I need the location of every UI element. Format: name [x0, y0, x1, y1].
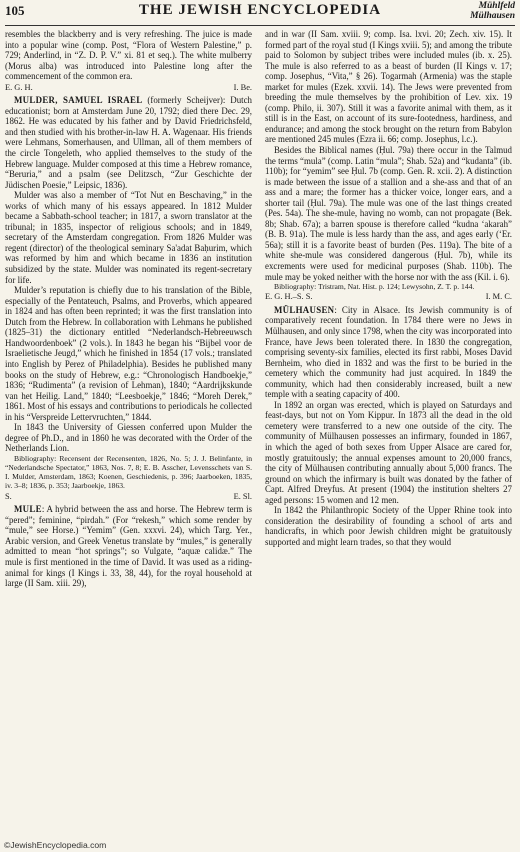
entry-mulder: [5, 95, 252, 190]
signature-author: I. Be.: [233, 82, 252, 92]
left-column: [5, 29, 252, 589]
page-header: [5, 0, 515, 26]
bibliography: Bibliography: Tristram, Nat. Hist. p. 124; Lewysohn, Z. T. p. 144.: [274, 282, 475, 292]
signature-line: [265, 292, 512, 303]
paragraph: Mulder’s reputation is chiefly due to his translation of the Bible, especially of the Pentateuch, Psalms, and Proverbs, which appeared in 1824 and has often been reprinted; it was the first translation into Dutch from the Hebrew. In collaboration with Lehmans he published (1825–31) the dictionary entitled “Nederlandsch-Hebreeuwsch Handwoordenboek” (2 vols.). In 1843 he began his “Bijbel voor de Israelietische Jeugd,” which he finished in 1854 (17 vols.; translated into English by Perez of Philadelphia). Besides he published many books on the study of Hebrew, e.g.: “Chronologisch Handboekje,” 1836; “Rudimenta” (a revision of Lehman), 1840; “Aardrijkskunde van het Heilig. Land,” 1840; “Leesboekje,” 1846; “Moreh Derek,” 1861. Most of his essays and contributions to periodicals he collected in his “Verspreide Lettervruchten,” 1844.: [5, 285, 252, 422]
signature-line: [5, 83, 252, 94]
signature-initials: E. G. H.: [5, 82, 33, 92]
running-head-last: Mülhausen: [470, 11, 515, 21]
page-number: 105: [5, 3, 25, 18]
signature-initials: E. G. H.–S. S.: [265, 292, 313, 302]
entry-headword: MULDER, SAMUEL ISRAEL: [14, 95, 143, 106]
paragraph: Mulder was also a member of “Tot Nut en Beschaving,” in the works of which many of his essays appeared. In 1812 Mulder became a Sabbath-school teacher; in 1817, a sworn translator at the tribunal; in 1835, inspector of religious schools; and in 1849, secretary of the Amsterdam congregation. From 1826 Mulder was regent (director) of the theological seminary Sa'adat Baḥurim, which was reformed by him and which became in 1836 an institution subsidized by the state. Mulder was nominated its regent-secretary for life.: [5, 190, 252, 285]
bibliography: Bibliography: Recensent der Recensenten, 1826, No. 5; J. J. Belinfante, in “Nederlandsche Spectator,” 1863, Nos. 7, 8; E. B. Asscher, Levensschets van S. I. Mulder, Amsterdam, 1863; Koenen, Geschiedenis, p. 396; Jaarboeken, 1835, iv. 3–8; 1836, p. 353; Jaarboekje, 1863.: [5, 453, 252, 491]
entry-mule: [5, 504, 252, 588]
entry-text: : A hybrid between the ass and horse. The Hebrew term is “pered”; feminine, “pirdah.” (For “rekesh,” which some render by “mule,” see Horse.) “Yemim” (Gen. xxxvi. 24), which Targ. Yer., Arabic version, and Greek Venetus translate by “mules,” is generally admitted to mean “hot springs”; so Vulgate, “aquæ calidæ.” The mule is first mentioned in the time of David. It was used as a riding-animal for kings (I Kings i. 33, 38, 44), for the royal household at large (II Sam. xiii. 29),: [5, 504, 252, 589]
entry-headword: MÜLHAUSEN: [274, 304, 335, 315]
footer-copyright[interactable]: ©JewishEncyclopedia.com: [4, 840, 107, 850]
paragraph: In 1892 an organ was erected, which is played on Saturdays and feast-days, but not on Yom Kippur. In 1873 all the dead in the old cemetery were transferred to a new one outside of the city. The community of Mülhausen possesses an infirmary, founded in 1867, in which the aged of both sexes from Upper Alsace are cared for, mostly gratuitously; the annual expenses amount to 20,000 francs, the city of Mülhausen contributing annually about 5,000 francs. The ground on which the infirmary is built was donated by the father of Capt. Alfred Dreyfus. At present (1904) the institution shelters 27 aged persons: 15 women and 12 men.: [265, 399, 512, 505]
entry-headword: MULE: [14, 504, 42, 515]
entry-text: : City in Alsace. Its Jewish community is of comparatively recent foundation. In 1784 there were no Jews in Mülhausen, and only since 1798, when the city was incorporated into France, have Jews been tolerated there. In 1830 the congregation, comprising seventy-six families, elected its first rabbi, Moses David Bernheim, who died in 1832 and was the first to be buried in the cemetery which the community had just acquired. In 1849 the community, which had then considerably increased, built a new temple with a seating capacity of 400.: [265, 304, 512, 400]
signature-author: I. M. C.: [485, 292, 512, 302]
running-head-first: Mühlfeld: [478, 1, 515, 11]
signature-initials: S.: [5, 491, 12, 501]
paragraph: Besides the Biblical names (Ḥul. 79a) there occur in the Talmud the terms “mula” (comp. Latin “mula”; Shab. 52a) and “kudanta” (ib. 110b); for “yemim” see Ḥul. 7b (comp. Gen. R. xcii. 2). A distinction is made between the issue of a stallion and a she-ass and that of an ass and a mare; the former has a thicker voice, longer ears, and a shorter tail (Ḥul. 79a). The mule was one of the last things created (Pes. 54a). The she-mule, having no womb, can not propagate (Bek. 8b; Shab. 67a); a barren spouse is therefore called “kudna ‘akarah” (B. B. 91a). The mule is less hardy than the ass, and ages early (‘Er. 56a); still it is a favorite beast of burden (Pes. 119a). The bite of a white she-mule was considered dangerous (Ḥul. 7b), while its excrements were used for medicinal purposes (Shab. 110b). The mule may be yoked neither with the horse nor with the ass (Kil. i. 6).: [265, 145, 512, 282]
paragraph: In 1843 the University of Giessen conferred upon Mulder the degree of Ph.D., and in 1860 he was decorated with the Order of the Netherlands Lion.: [5, 422, 252, 454]
running-title: THE JEWISH ENCYCLOPEDIA: [138, 2, 382, 18]
entry-text: (formerly Scheijver): Dutch educationist; born at Amsterdam June 20, 1792; died there Dec. 29, 1862. He was educated by his father and by David Friedrichsfeld, and then studied with his brother-in-law H. A. Wagenaar. His friends were Lehmans, Somerhausen, and Ullman, all of them members of the circle Tongeleth, who applied themselves to the study of the Hebrew language. Mulder composed at this time a Hebrew romance, “Beruria,” and a psalm (see Delitzsch, “Zur Geschichte der Jüdischen Poesie,” Leipsic, 1836).: [5, 95, 252, 190]
header-rule: [5, 25, 515, 26]
paragraph: and in war (II Sam. xviii. 9; comp. Isa. lxvi. 20; Zech. xiv. 15). It formed part of the royal stud (I Kings xviii. 5); and among the tribute paid to Solomon by subject tribes were included mules (ib. x. 25). The mule is also referred to as a beast of burden (II Kings v. 17; comp. Josephus, “Vita,” § 26). Togarmah (Armenia) was the staple market for mules (Ezek. xxvii. 14). The Jews were prevented from breeding the mule themselves by the prohibition of Lev. xix. 19 (comp. Philo, ii. 307). Still it was a favorite animal with them, as it still is in the East, on account of its sure-footedness, hardiness, and endurance; and among the stock brought on the return from Babylon are mentioned 245 mules (Ezra ii. 66; comp. Josephus, l.c.).: [265, 29, 512, 145]
paragraph: resembles the blackberry and is very refreshing. The juice is made into a popular wine (comp. Post, “Flora of Western Palestine,” p. 729; Anderlind, in “Z. D. P. V.” xi. 81 et seq.). The white mulberry (Morus alba) was introduced into Palestine long after the commencement of the common era.: [5, 29, 252, 82]
entry-mulhausen: [265, 305, 512, 400]
right-column: [265, 29, 512, 547]
paragraph: In 1842 the Philanthropic Society of the Upper Rhine took into consideration the desirability of founding a school of arts and handicrafts, in which poor Jewish children might be gratuitously supported and might learn trades, so that they would: [265, 505, 512, 547]
running-head: [470, 1, 515, 21]
signature-author: E. Sl.: [233, 491, 252, 501]
signature-line: [5, 492, 252, 503]
